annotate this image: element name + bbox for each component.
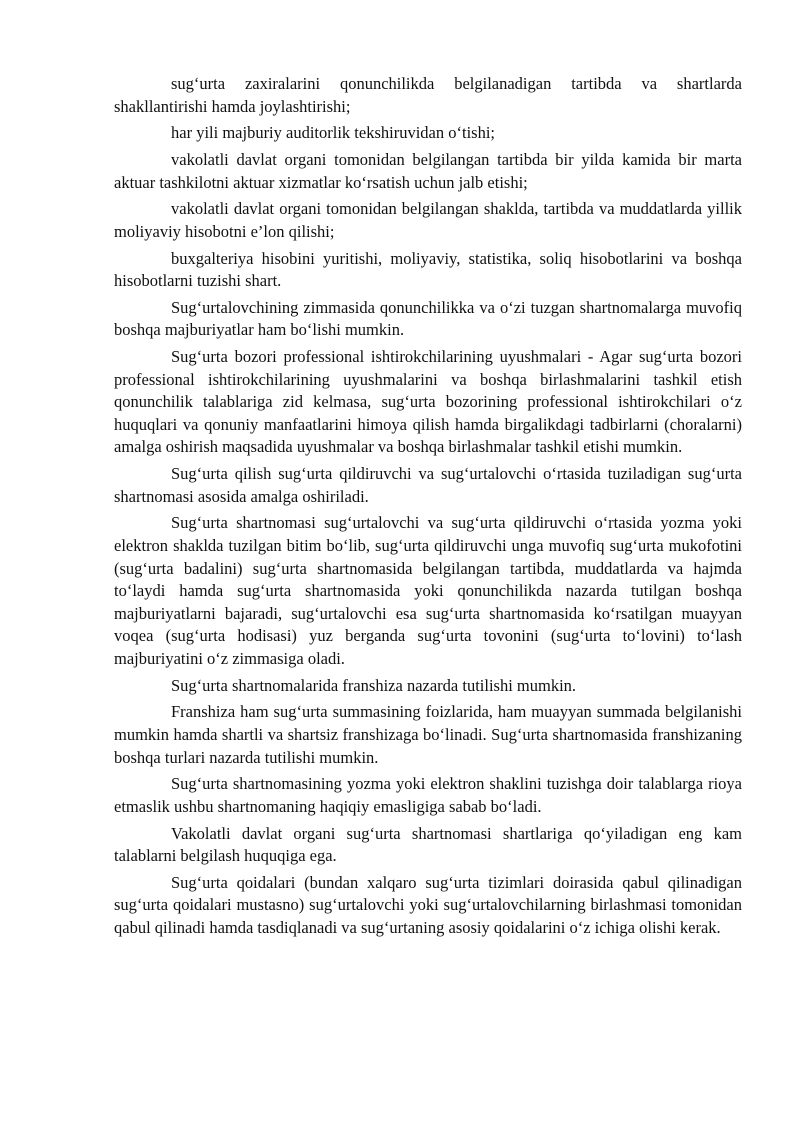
paragraph: buxgalteriya hisobini yuritishi, moliyaviy, statistika, soliq hisobotlarini va boshqa hisobotlarni tuzishi shart. [114, 248, 742, 291]
document-body [114, 73, 742, 944]
paragraph: sug‘urta zaxiralarini qonunchilikda belgilanadigan tartibda va shartlarda shakllantirishi hamda joylashtirishi; [114, 74, 742, 116]
paragraph: Sug‘urta qoidalari (bundan xalqaro sug‘urta tizimlari doirasida qabul qilinadigan sug‘urta qoidalari mustasno) sug‘urtalovchi yoki sug‘urtalovchilarning birlashmasi tomonidan qabul qilinadi hamda tasdiqlanadi va sug‘urtaning asosiy qoidalarini o‘z ichiga olishi kerak. [114, 872, 742, 937]
paragraph: vakolatli davlat organi tomonidan belgilangan tartibda bir yilda kamida bir marta aktuar tashkilotni aktuar xizmatlar ko‘rsatish uchun jalb etishi; [114, 149, 742, 192]
paragraph: Sug‘urta shartnomalarida franshiza nazarda tutilishi mumkin. [171, 675, 577, 695]
paragraph: Sug‘urta shartnomasi sug‘urtalovchi va sug‘urta qildiruvchi o‘rtasida yozma yoki elektron shaklda tuzilgan bitim bo‘lib, sug‘urta qildiruvchi unga muvofiq sug‘urta mukofotini (sug‘urta badalini) sug‘urta shartnomasida belgilangan tartibda, muddatlarda va hajmda to‘laydi hamda sug‘urta shartnomasida yoki qonunchilikda nazarda tutilgan boshqa majburiyatlarni bajaradi, sug‘urtalovchi esa sug‘urta shartnomasida ko‘rsatilgan muayyan voqea (sug‘urta hodisasi) yuz berganda sug‘urta tovonini (sug‘urta to‘lovini) to‘lash majburiyatini o‘z zimmasiga oladi. [114, 513, 742, 668]
paragraph: Sug‘urta bozori professional ishtirokchilarining uyushmalari - Agar sug‘urta bozori professional ishtirokchilarining uyushmalarini va boshqa birlashmalarini tashkil etish qonunchilik talablariga zid kelmasa, sug‘urta bozorining professional ishtirokchilari o‘z huquqlari va qonuniy manfaatlarini himoya qilish hamda birgalikdagi tadbirlarni (choralarni) amalga oshirish maqsadida uyushmalar va boshqa birlashmalar tashkil etishi mumkin. [114, 347, 742, 457]
paragraph: Sug‘urta qilish sug‘urta qildiruvchi va sug‘urtalovchi o‘rtasida tuziladigan sug‘urta shartnomasi asosida amalga oshiriladi. [114, 464, 742, 506]
paragraph: vakolatli davlat organi tomonidan belgilangan shaklda, tartibda va muddatlarda yillik moliyaviy hisobotni e’lon qilishi; [114, 199, 742, 241]
paragraph: Sug‘urta shartnomasining yozma yoki elektron shaklini tuzishga doir talablarga rioya etmaslik ushbu shartnomaning haqiqiy emasligiga sabab bo‘ladi. [114, 774, 742, 816]
paragraph: Vakolatli davlat organi sug‘urta shartnomasi shartlariga qo‘yiladigan eng kam talablarni belgilash huquqiga ega. [114, 823, 742, 866]
paragraph: Sug‘urtalovchining zimmasida qonunchilikka va o‘zi tuzgan shartnomalarga muvofiq boshqa majburiyatlar ham bo‘lishi mumkin. [114, 297, 742, 340]
paragraph: Franshiza ham sug‘urta summasining foizlarida, ham muayyan summada belgilanishi mumkin hamda shartli va shartsiz franshizaga bo‘linadi. Sug‘urta shartnomasida franshizaning boshqa turlari nazarda tutilishi mumkin. [114, 702, 742, 767]
paragraph: har yili majburiy auditorlik tekshiruvidan o‘tishi; [171, 123, 495, 143]
